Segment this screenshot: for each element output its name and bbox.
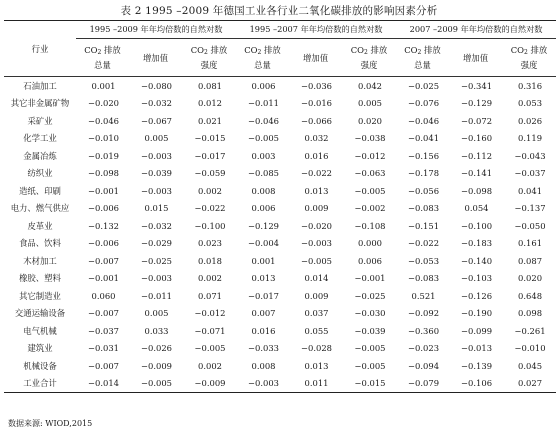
header-sub-row <box>4 39 556 77</box>
value-cell: 0.008 <box>251 185 276 196</box>
value-cell: −0.112 <box>461 150 493 161</box>
value-cell: 0.011 <box>289 375 342 393</box>
subheader-co2-line <box>342 44 396 59</box>
value-cell: 0.008 <box>251 360 276 371</box>
value-cell: −0.036 <box>301 80 333 91</box>
value-cell: 0.023 <box>198 238 222 249</box>
value-cell: 0.006 <box>251 203 276 214</box>
industry-name-cell: 纺织业 <box>27 168 53 179</box>
value-cell: −0.140 <box>461 255 493 266</box>
value-cell: −0.010 <box>514 343 546 354</box>
value-cell: −0.098 <box>88 168 119 179</box>
industry-name-cell: 电力、燃气供应 <box>10 203 70 214</box>
value-cell: 0.016 <box>251 325 276 336</box>
table-row <box>4 77 556 95</box>
value-cell: 0.009 <box>304 203 329 214</box>
value-cell: −0.063 <box>354 168 386 179</box>
value-cell: 0.037 <box>304 308 329 319</box>
value-cell: 0.041 <box>518 185 543 196</box>
value-cell: −0.005 <box>301 255 333 266</box>
value-cell: −0.129 <box>461 98 493 109</box>
co2-text: CO <box>244 45 258 55</box>
value-cell: −0.043 <box>514 150 546 161</box>
header-group-row <box>4 21 556 39</box>
subheader-intensity-text: 强度 <box>520 60 538 70</box>
value-cell: −0.003 <box>236 375 289 393</box>
value-cell: −0.001 <box>88 185 119 196</box>
subheader-co2-intensity <box>182 39 236 77</box>
subheader-co2-total <box>396 39 449 77</box>
value-cell: 0.032 <box>304 133 329 144</box>
value-cell: −0.360 <box>408 325 440 336</box>
table-row <box>4 217 556 235</box>
subheader-total-text: 总量 <box>254 60 271 70</box>
value-cell: −0.003 <box>141 185 172 196</box>
value-cell: −0.183 <box>461 238 493 249</box>
industry-name-cell: 木材加工 <box>23 255 57 266</box>
co2-subscript: 2 <box>97 49 102 56</box>
co2-text: CO <box>510 45 525 55</box>
value-cell: −0.007 <box>88 360 119 371</box>
subheader-added-value: 增加值 <box>289 39 342 77</box>
emission-text: 排放 <box>367 45 388 55</box>
value-cell: 0.161 <box>518 238 543 249</box>
value-cell: −0.076 <box>408 98 440 109</box>
group-header-2007-2009: 2007 –2009 年年均倍数的自然对数 <box>396 21 556 39</box>
value-cell: −0.059 <box>194 168 226 179</box>
value-cell: −0.079 <box>396 375 449 393</box>
value-cell: −0.094 <box>408 360 440 371</box>
value-cell: 0.005 <box>144 133 169 144</box>
value-cell: −0.011 <box>141 290 172 301</box>
value-cell: −0.022 <box>301 168 333 179</box>
value-cell: 0.013 <box>304 360 329 371</box>
value-cell: −0.050 <box>514 220 546 231</box>
table-row <box>4 252 556 270</box>
table-row <box>4 270 556 288</box>
table-body <box>4 77 556 393</box>
industry-name-cell: 石油加工 <box>23 80 57 91</box>
value-cell: 0.054 <box>464 203 489 214</box>
value-cell: −0.100 <box>194 220 226 231</box>
value-cell: −0.022 <box>194 203 226 214</box>
value-cell: −0.016 <box>301 98 333 109</box>
value-cell: −0.341 <box>461 80 493 91</box>
value-cell: 0.098 <box>518 308 543 319</box>
value-cell: −0.030 <box>354 308 386 319</box>
subheader-added-value: 增加值 <box>449 39 502 77</box>
co2-subscript: 2 <box>257 49 262 56</box>
value-cell: −0.132 <box>88 220 119 231</box>
table-title: 表 2 1995 –2009 年德国工业各行业二氧化碳排放的影响因素分析 <box>120 5 438 17</box>
value-cell: −0.014 <box>76 375 129 393</box>
table-row <box>4 165 556 183</box>
value-cell: −0.025 <box>354 290 386 301</box>
value-cell: −0.106 <box>449 375 502 393</box>
table-row <box>4 130 556 148</box>
value-cell: 0.000 <box>358 238 383 249</box>
value-cell: 0.005 <box>358 98 383 109</box>
value-cell: −0.039 <box>141 168 172 179</box>
value-cell: 0.316 <box>518 80 543 91</box>
value-cell: −0.126 <box>461 290 493 301</box>
value-cell: 0.013 <box>251 273 276 284</box>
value-cell: −0.031 <box>88 343 119 354</box>
value-cell: −0.053 <box>408 255 440 266</box>
value-cell: 0.027 <box>502 375 556 393</box>
value-cell: 0.071 <box>198 290 222 301</box>
value-cell: −0.007 <box>88 308 119 319</box>
value-cell: −0.178 <box>408 168 440 179</box>
table-row <box>4 305 556 323</box>
subheader-co2-line <box>236 44 289 59</box>
value-cell: −0.013 <box>461 343 493 354</box>
value-cell: 0.012 <box>198 98 222 109</box>
table-row <box>4 112 556 130</box>
subheader-total-text: 总量 <box>414 60 431 70</box>
value-cell: −0.108 <box>354 220 386 231</box>
value-cell: 0.018 <box>198 255 222 266</box>
value-cell: −0.098 <box>461 185 493 196</box>
value-cell: −0.010 <box>88 133 119 144</box>
value-cell: 0.002 <box>198 185 222 196</box>
value-cell: −0.046 <box>408 115 440 126</box>
value-cell: −0.015 <box>342 375 396 393</box>
subheader-co2-line <box>502 44 556 59</box>
value-cell: −0.083 <box>408 273 440 284</box>
table-row <box>4 357 556 375</box>
table-row <box>4 235 556 253</box>
subheader-co2-total <box>76 39 129 77</box>
value-cell: 0.042 <box>358 80 383 91</box>
emission-text: 排放 <box>527 45 548 55</box>
subheader-intensity-text: 强度 <box>360 60 378 70</box>
value-cell: −0.011 <box>248 98 280 109</box>
table-row <box>4 287 556 305</box>
value-cell: −0.017 <box>194 150 226 161</box>
industry-name-cell: 食品、饮料 <box>19 238 61 249</box>
value-cell: −0.039 <box>354 325 386 336</box>
emission-text: 排放 <box>421 45 441 55</box>
value-cell: −0.100 <box>461 220 493 231</box>
subheader-added-value: 增加值 <box>129 39 182 77</box>
industry-name-cell: 机械设备 <box>23 360 57 371</box>
value-cell: −0.032 <box>141 220 172 231</box>
value-cell: −0.037 <box>88 325 119 336</box>
value-cell: 0.087 <box>518 255 543 266</box>
value-cell: 0.021 <box>198 115 222 126</box>
value-cell: −0.002 <box>354 203 386 214</box>
co2-text: CO <box>190 45 205 55</box>
source-note: 数据来源: WIOD,2015 <box>8 419 93 428</box>
value-cell: 0.003 <box>251 150 276 161</box>
value-cell: −0.001 <box>354 273 386 284</box>
value-cell: −0.009 <box>182 375 236 393</box>
industry-name-cell: 化学工业 <box>23 133 57 144</box>
value-cell: −0.099 <box>461 325 493 336</box>
table-row <box>4 340 556 358</box>
value-cell: −0.160 <box>461 133 493 144</box>
value-cell: 0.015 <box>144 203 169 214</box>
value-cell: 0.005 <box>144 308 169 319</box>
value-cell: −0.003 <box>141 273 172 284</box>
subheader-co2-line <box>76 44 129 59</box>
value-cell: −0.067 <box>141 115 172 126</box>
value-cell: 0.119 <box>518 133 543 144</box>
group-header-1995-2009: 1995 –2009 年年均倍数的自然对数 <box>76 21 236 39</box>
value-cell: −0.046 <box>248 115 280 126</box>
value-cell: −0.003 <box>301 238 333 249</box>
value-cell: −0.005 <box>129 375 182 393</box>
table-row <box>4 147 556 165</box>
value-cell: 0.002 <box>198 360 222 371</box>
value-cell: 0.006 <box>358 255 383 266</box>
industry-name-cell: 造纸、印刷 <box>19 185 61 196</box>
industry-name-cell: 电气机械 <box>23 325 57 336</box>
value-cell: 0.026 <box>518 115 543 126</box>
co2-subscript: 2 <box>364 49 368 56</box>
group-header-1995-2007: 1995 –2007 年年均倍数的自然对数 <box>236 21 396 39</box>
value-cell: 0.009 <box>304 290 329 301</box>
value-cell: −0.190 <box>461 308 493 319</box>
value-cell: 0.001 <box>91 80 116 91</box>
subheader-co2-total <box>236 39 289 77</box>
industry-name-cell: 其它制造业 <box>19 290 61 301</box>
table-row <box>4 375 556 393</box>
co2-text: CO <box>350 45 365 55</box>
value-cell: −0.129 <box>248 220 280 231</box>
value-cell: 0.020 <box>518 273 543 284</box>
value-cell: −0.083 <box>408 203 440 214</box>
table-row <box>4 182 556 200</box>
value-cell: −0.003 <box>141 150 172 161</box>
value-cell: −0.005 <box>354 343 386 354</box>
industry-name-cell: 皮革业 <box>27 220 53 231</box>
table-row <box>4 95 556 113</box>
value-cell: 0.648 <box>518 290 543 301</box>
value-cell: −0.092 <box>408 308 440 319</box>
value-cell: −0.009 <box>141 360 172 371</box>
subheader-co2-intensity <box>342 39 396 77</box>
value-cell: −0.004 <box>248 238 280 249</box>
value-cell: 0.016 <box>304 150 329 161</box>
industry-name-cell: 建筑业 <box>27 343 53 354</box>
value-cell: −0.019 <box>88 150 119 161</box>
industry-name-cell: 工业合计 <box>4 375 76 393</box>
value-cell: −0.137 <box>514 203 546 214</box>
table-row <box>4 322 556 340</box>
value-cell: −0.028 <box>301 343 333 354</box>
value-cell: 0.055 <box>304 325 329 336</box>
data-table <box>4 20 556 393</box>
subheader-co2-line <box>396 44 449 59</box>
value-cell: 0.033 <box>144 325 169 336</box>
subheader-intensity-text: 强度 <box>200 60 218 70</box>
co2-text: CO <box>84 45 98 55</box>
value-cell: −0.139 <box>461 360 493 371</box>
value-cell: −0.023 <box>408 343 440 354</box>
industry-name-cell: 其它非金属矿物 <box>10 98 70 109</box>
value-cell: −0.005 <box>194 343 226 354</box>
value-cell: −0.026 <box>141 343 172 354</box>
value-cell: −0.046 <box>88 115 119 126</box>
value-cell: −0.037 <box>514 168 546 179</box>
value-cell: 0.060 <box>91 290 116 301</box>
value-cell: −0.156 <box>408 150 440 161</box>
value-cell: −0.020 <box>301 220 333 231</box>
co2-subscript: 2 <box>204 49 208 56</box>
value-cell: −0.006 <box>88 203 119 214</box>
industry-name-cell: 交通运输设备 <box>14 308 66 319</box>
value-cell: −0.103 <box>461 273 493 284</box>
value-cell: 0.053 <box>518 98 543 109</box>
value-cell: −0.151 <box>408 220 440 231</box>
value-cell: −0.025 <box>408 80 440 91</box>
value-cell: 0.045 <box>518 360 543 371</box>
industry-name-cell: 采矿业 <box>27 115 53 126</box>
value-cell: −0.056 <box>408 185 440 196</box>
value-cell: −0.141 <box>461 168 493 179</box>
value-cell: −0.012 <box>194 308 226 319</box>
industry-header: 行业 <box>4 21 76 77</box>
value-cell: −0.005 <box>354 360 386 371</box>
value-cell: −0.032 <box>141 98 172 109</box>
co2-subscript: 2 <box>417 49 422 56</box>
subheader-co2-intensity <box>502 39 556 77</box>
emission-text: 排放 <box>207 45 228 55</box>
value-cell: −0.001 <box>88 273 119 284</box>
value-cell: −0.007 <box>88 255 119 266</box>
value-cell: −0.015 <box>194 133 226 144</box>
value-cell: −0.025 <box>141 255 172 266</box>
value-cell: 0.014 <box>304 273 329 284</box>
co2-subscript: 2 <box>524 49 528 56</box>
value-cell: −0.085 <box>248 168 280 179</box>
industry-name-cell: 橡胶、塑料 <box>19 273 61 284</box>
value-cell: −0.017 <box>248 290 280 301</box>
emission-text: 排放 <box>261 45 281 55</box>
industry-name-cell: 金属冶炼 <box>23 150 57 161</box>
value-cell: 0.001 <box>251 255 276 266</box>
value-cell: −0.022 <box>408 238 440 249</box>
value-cell: −0.033 <box>248 343 280 354</box>
value-cell: −0.012 <box>354 150 386 161</box>
value-cell: 0.020 <box>358 115 383 126</box>
value-cell: −0.020 <box>88 98 119 109</box>
value-cell: −0.038 <box>354 133 386 144</box>
value-cell: 0.007 <box>251 308 276 319</box>
value-cell: −0.066 <box>301 115 333 126</box>
value-cell: 0.002 <box>198 273 222 284</box>
value-cell: −0.041 <box>408 133 440 144</box>
value-cell: −0.029 <box>141 238 172 249</box>
value-cell: −0.080 <box>141 80 172 91</box>
value-cell: −0.006 <box>88 238 119 249</box>
subheader-total-text: 总量 <box>94 60 111 70</box>
emission-text: 排放 <box>101 45 121 55</box>
table-row <box>4 200 556 218</box>
value-cell: 0.006 <box>251 80 276 91</box>
value-cell: −0.005 <box>354 185 386 196</box>
value-cell: −0.261 <box>514 325 546 336</box>
value-cell: 0.013 <box>304 185 329 196</box>
value-cell: 0.521 <box>411 290 436 301</box>
subheader-co2-line <box>182 44 236 59</box>
value-cell: −0.071 <box>194 325 226 336</box>
value-cell: −0.005 <box>248 133 280 144</box>
co2-text: CO <box>404 45 418 55</box>
value-cell: −0.072 <box>461 115 493 126</box>
value-cell: 0.081 <box>198 80 222 91</box>
